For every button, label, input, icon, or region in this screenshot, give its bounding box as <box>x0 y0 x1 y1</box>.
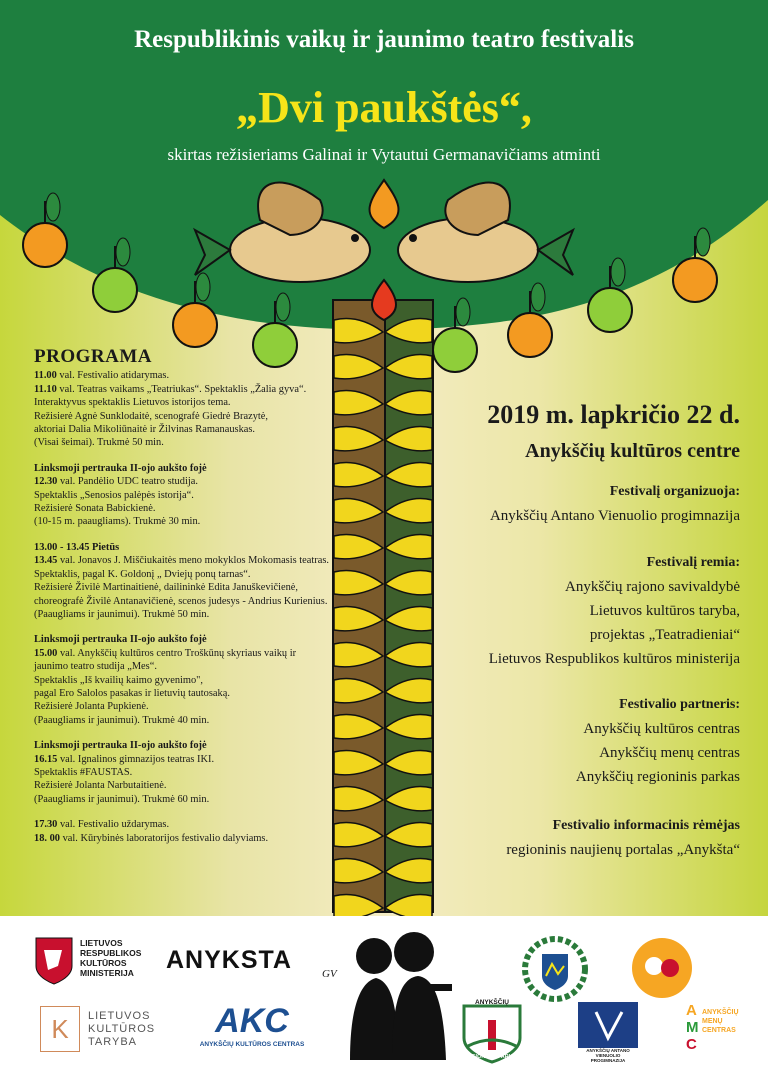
theatre-mask-icon <box>630 936 694 1000</box>
program-line <box>34 515 334 528</box>
program-text: jaunimo teatro studija „Mes“. <box>34 661 157 673</box>
program-line <box>34 502 334 515</box>
program-line <box>34 489 334 502</box>
amc-letter: M <box>686 1019 699 1036</box>
sponsor-item: Lietuvos Respublikos kultūros ministerija <box>488 651 740 667</box>
school-logo <box>578 1002 638 1062</box>
program-text: Režisierė Jolanta Narbutaitienė. <box>34 780 167 792</box>
council-line: TARYBA <box>88 1036 137 1048</box>
organizer-name: Anykščių Antano Vienuolio progimnazija <box>489 508 740 524</box>
program-line <box>34 410 334 423</box>
ministry-logo <box>34 936 174 988</box>
sponsor-item: projektas „Teatradieniai“ <box>589 627 740 643</box>
media-title: Festivalio informacinis rėmėjas <box>552 818 740 833</box>
program-title: PROGRAMA <box>34 346 152 367</box>
school-line: ANYKŠČIŲ ANTANO <box>586 1048 630 1053</box>
program-text: Spektaklis „Iš kvailių kaimo gyvenimo", <box>34 674 204 686</box>
wreath-icon <box>520 934 590 1004</box>
organizer-title: Festivalį organizuoja: <box>609 484 740 499</box>
program-text: val. Festivalio atidarymas. <box>56 370 170 382</box>
program-block-head: Linksmoji pertrauka II-ojo aukšto fojė <box>34 740 207 752</box>
amc-line: ANYKŠČIŲ <box>702 1009 739 1016</box>
sponsor-item: Anykščių rajono savivaldybė <box>565 579 740 595</box>
festival-dedication: skirtas režisieriams Galinai ir Vytautui Germanavičiams atminti <box>167 145 601 164</box>
program-line <box>34 818 334 831</box>
program-text: choreografė Živilė Antanavičienė, scenos judesys - Andrius Kurienius. <box>34 595 328 607</box>
program-time: 18. 00 <box>34 832 60 844</box>
program-text: val. Teatras vaikams „Teatriukas“. Spektaklis „Žalia gyva“. <box>56 383 307 395</box>
amc-letter: A <box>686 1002 697 1019</box>
amc-line: CENTRAS <box>702 1027 736 1034</box>
program-line <box>34 714 334 727</box>
program-line <box>34 581 334 594</box>
program-text: (Paaugliams ir jaunimui). Trukmė 60 min. <box>34 793 210 805</box>
program-list <box>34 369 334 845</box>
media-section <box>400 814 740 862</box>
program-section <box>34 346 334 857</box>
program-text: Interaktyvus spektaklis Lietuvos istorijos tema. <box>34 397 231 409</box>
program-block-head: Linksmoji pertrauka II-ojo aukšto fojė <box>34 634 207 646</box>
program-line <box>34 779 334 792</box>
program-text: val. Pandėlio UDC teatro studija. <box>57 476 198 488</box>
program-line <box>34 554 334 567</box>
amc-line: MENŲ <box>702 1018 723 1025</box>
program-text: Režisierė Agnė Sunklodaitė, scenografė Giedrė Brazytė, <box>34 410 268 422</box>
arts-centre-logo <box>686 1002 756 1062</box>
program-line <box>34 674 334 687</box>
program-text: val. Kūrybinės laboratorijos festivalio dalyviams. <box>59 832 269 844</box>
park-top: ANYKŠČIŲ <box>475 999 509 1006</box>
silhouette-image <box>336 928 456 1060</box>
amc-letter: C <box>686 1036 697 1053</box>
ministry-line: RESPUBLIKOS <box>80 948 142 958</box>
program-block <box>34 541 334 621</box>
program-block <box>34 739 334 806</box>
program-line <box>34 423 334 436</box>
program-line <box>34 766 334 779</box>
council-letter-icon: K <box>40 1006 80 1052</box>
program-block-head: 13.00 - 13.45 Pietūs <box>34 541 120 553</box>
media-name: regioninis naujienų portalas „Anykšta“ <box>506 842 740 858</box>
program-line <box>34 383 334 396</box>
program-time: 12.30 <box>34 476 58 488</box>
event-venue: Anykščių kultūros centre <box>525 440 740 462</box>
festival-title: „Dvi paukštės“, <box>236 83 532 132</box>
school-line: VIENUOLIO PROGIMNAZIJA <box>590 1053 626 1063</box>
program-block <box>34 462 334 529</box>
program-block <box>34 633 334 727</box>
akc-letters: AKC <box>215 1002 289 1040</box>
program-text: aktoriai Dalia Mikoliūnaitė ir Žilvinas Ramanauskas. <box>34 424 256 436</box>
program-time: 13.45 <box>34 555 58 567</box>
organizer-section <box>400 480 740 528</box>
program-block-head: Linksmoji pertrauka II-ojo aukšto fojė <box>34 462 207 474</box>
school-emblem-icon <box>578 1002 638 1048</box>
program-line <box>34 700 334 713</box>
program-text: Režisierė Živilė Martinaitienė, dailininkė Edita Januškevičienė, <box>34 582 299 594</box>
program-line <box>34 793 334 806</box>
partners-section <box>400 693 740 789</box>
program-line <box>34 753 334 766</box>
council-line: KULTŪROS <box>88 1023 156 1035</box>
akc-logo <box>192 1002 312 1052</box>
program-line <box>34 832 334 845</box>
program-text: val. Jonavos J. Miščiukaitės meno mokyklos Mokomasis teatras. <box>57 555 329 567</box>
program-line <box>34 660 334 673</box>
culture-council-logo <box>40 1006 160 1056</box>
program-line <box>34 396 334 409</box>
regional-park-logo <box>458 999 526 1064</box>
program-line <box>34 436 334 449</box>
park-bottom: REGIONINIS PARKAS <box>463 1054 521 1060</box>
ministry-line: KULTŪROS <box>80 958 127 968</box>
program-text: val. Festivalio uždarymas. <box>57 819 170 831</box>
program-time: 17.30 <box>34 819 58 831</box>
ministry-line: LIETUVOS <box>80 938 123 948</box>
partner-item: Anykščių menų centras <box>599 745 740 761</box>
municipality-emblem <box>520 934 590 1004</box>
program-line <box>34 369 334 382</box>
program-line <box>34 568 334 581</box>
program-line <box>34 608 334 621</box>
program-time: 15.00 <box>34 647 58 659</box>
program-text: Spektaklis #FAUSTAS. <box>34 766 133 778</box>
program-line <box>34 647 334 660</box>
program-line <box>34 687 334 700</box>
program-text: (Visai šeimai). Trukmė 50 min. <box>34 437 164 449</box>
program-text: Spektaklis, pagal K. Goldonį „ Dviejų ponų tarnas“. <box>34 568 251 580</box>
germanavicius-silhouette <box>322 928 456 1060</box>
partner-item: Anykščių regioninis parkas <box>575 769 740 785</box>
sponsors-section <box>400 551 740 671</box>
festival-subtitle: Respublikinis vaikų ir jaunimo teatro festivalis <box>134 26 634 53</box>
akc-caption: ANYKŠČIŲ KULTŪROS CENTRAS <box>199 1041 305 1048</box>
logo-footer <box>0 916 768 1066</box>
sponsor-item: Lietuvos kultūros taryba, <box>589 603 740 619</box>
partner-item: Anykščių kultūros centras <box>583 721 740 737</box>
sponsors-title: Festivalį remia: <box>646 555 740 570</box>
program-text: (10-15 m. paaugliams). Trukmė 30 min. <box>34 516 201 528</box>
event-date: 2019 m. lapkričio 22 d. <box>487 400 740 429</box>
program-text: (Paaugliams ir jaunimui). Trukmė 40 min. <box>34 714 210 726</box>
program-time: 16.15 <box>34 753 58 765</box>
program-block <box>34 369 334 449</box>
gv-monogram: GV <box>322 968 337 980</box>
program-text: (Paaugliams ir jaunimui). Trukmė 50 min. <box>34 608 210 620</box>
program-text: Spektaklis „Senosios palėpės istorija“. <box>34 489 194 501</box>
program-text: Režisierė Jolanta Pupkienė. <box>34 701 149 713</box>
program-time: 11.10 <box>34 383 57 395</box>
program-time: 11.00 <box>34 370 57 382</box>
program-text: Režisierė Sonata Babickienė. <box>34 503 156 515</box>
teatradieniai-badge <box>630 936 694 1000</box>
program-text: val. Anykščių kultūros centro Troškūnų skyriaus vaikų ir <box>57 647 297 659</box>
anyksta-logo: ANYKSTA <box>166 946 292 974</box>
program-line <box>34 595 334 608</box>
program-block <box>34 818 334 845</box>
program-line <box>34 475 334 488</box>
council-line: LIETUVOS <box>88 1010 151 1022</box>
partners-title: Festivalio partneris: <box>619 697 740 712</box>
program-text: val. Ignalinos gimnazijos teatras IKI. <box>57 753 215 765</box>
program-text: pagal Ero Salolos pasakas ir lietuvių tautosaką. <box>34 687 230 699</box>
ministry-line: MINISTERIJA <box>80 968 134 978</box>
coat-of-arms-icon <box>34 936 74 986</box>
